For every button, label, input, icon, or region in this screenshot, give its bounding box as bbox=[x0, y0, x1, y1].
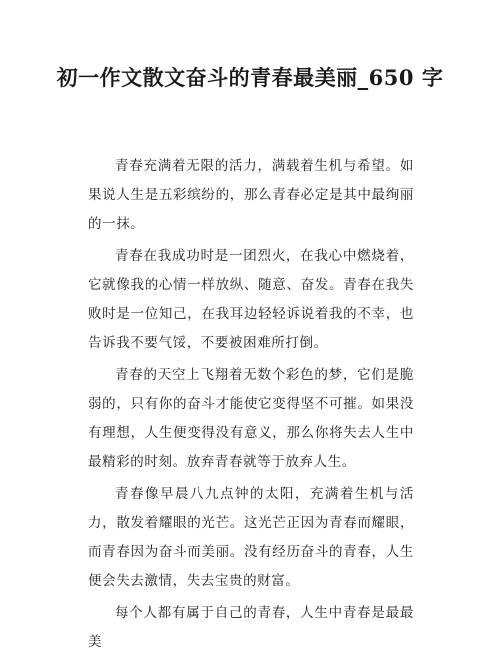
paragraph-5: 每个人都有属于自己的青春，人生中青春是最最美 bbox=[88, 605, 414, 650]
document-title: 初一作文散文奋斗的青春最美丽_650 字 bbox=[56, 65, 444, 90]
paragraph-2: 青春在我成功时是一团烈火，在我心中燃烧着，它就像我的心情一样放纵、随意、奋发。青春在我失败时是一位知己，在我耳边轻轻诉说着我的不幸，也告诉我不要气馁，不要被困难所打倒。 bbox=[88, 248, 414, 351]
paragraph-4: 青春像早晨八九点钟的太阳，充满着生机与活力，散发着耀眼的光芒。这光芒正因为青春而耀眼，而青春因为奋斗而美丽。没有经历奋斗的青春，人生便会失去激情，失去宝贵的财富。 bbox=[88, 486, 414, 589]
paragraph-3: 青春的天空上飞翔着无数个彩色的梦，它们是脆弱的，只有你的奋斗才能使它变得坚不可摧。如果没有理想，人生便变得没有意义，那么你将失去人生中最精彩的时刻。放弃青春就等于放弃人生。 bbox=[88, 367, 414, 470]
paragraph-1: 青春充满着无限的活力，满载着生机与希望。如果说人生是五彩缤纷的，那么青春必定是其中最绚丽的一抹。 bbox=[88, 158, 414, 232]
document-body bbox=[88, 152, 414, 660]
